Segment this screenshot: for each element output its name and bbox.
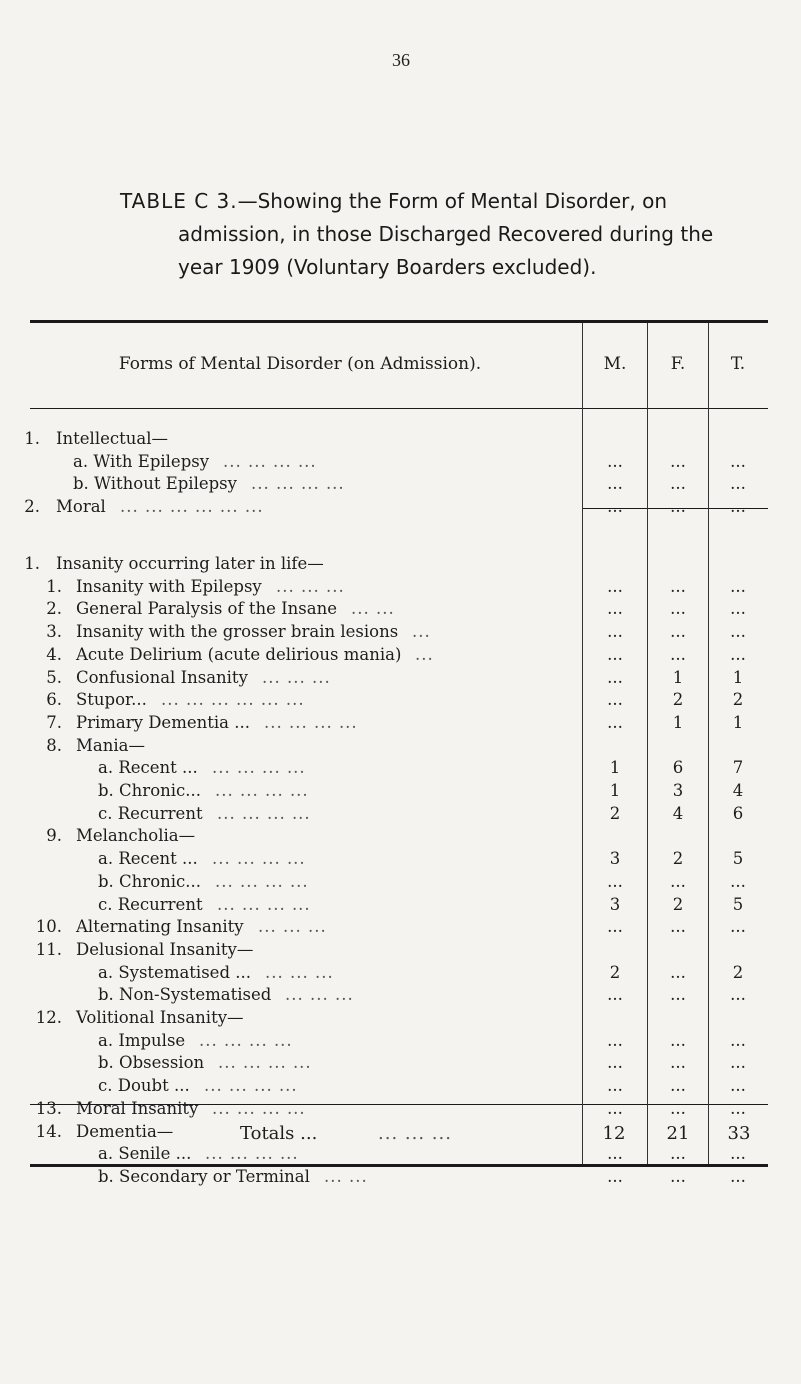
cell-m: 1 — [609, 758, 621, 778]
row-label: Mania— — [76, 735, 145, 755]
row-leader: ... ... ... ... — [217, 894, 311, 914]
cell-f: ... — [670, 871, 686, 891]
cell-t: 4 — [732, 781, 744, 800]
table-row — [0, 825, 801, 847]
row-number: 5. — [46, 667, 62, 687]
row-number: 1. — [46, 576, 62, 596]
cell-f: 2 — [672, 690, 684, 710]
row-leader: ... ... ... ... — [218, 1053, 312, 1073]
table-row — [0, 644, 801, 666]
cell-f: ... — [670, 1144, 686, 1164]
cell-t: 6 — [732, 803, 744, 823]
row-label: c. Doubt ... — [98, 1076, 190, 1096]
cell-m: 3 — [609, 894, 621, 914]
cell-f: 2 — [672, 894, 684, 914]
row-leader: ... — [415, 644, 434, 664]
row-label: b. Obsession — [98, 1053, 205, 1073]
row-number: 14. — [35, 1121, 62, 1141]
cell-t: ... — [730, 496, 746, 516]
totals-t: 33 — [727, 1123, 751, 1144]
cell-f: ... — [670, 1030, 686, 1050]
column-header-t: T. — [730, 354, 746, 374]
row-leader: ... ... ... ... — [212, 849, 306, 869]
cell-m: ... — [607, 1098, 623, 1118]
row-label: a. With Epilepsy — [73, 451, 210, 471]
cell-f: 2 — [672, 849, 684, 869]
cell-t: ... — [730, 871, 746, 891]
cell-f: 6 — [672, 758, 684, 778]
column-header-f: F. — [670, 354, 686, 374]
row-label: Moral — [56, 496, 106, 516]
table-row — [0, 916, 801, 938]
row-label: a. Impulse — [98, 1030, 186, 1050]
row-label: Melancholia— — [76, 826, 196, 846]
row-number: 9. — [46, 826, 62, 846]
row-label: Dementia— — [76, 1121, 174, 1141]
table-caption — [120, 185, 750, 284]
cell-m: ... — [607, 712, 623, 732]
page-number: 36 — [392, 50, 410, 70]
row-label: Intellectual— — [56, 429, 168, 448]
table-row — [0, 984, 801, 1006]
row-number: 2. — [46, 599, 62, 619]
table-row — [0, 598, 801, 620]
caption-line-3: year 1909 (Voluntary Boarders excluded). — [178, 255, 597, 279]
row-label: Primary Dementia ... — [76, 712, 250, 732]
row-leader: ... ... ... ... — [251, 474, 345, 494]
cell-m: ... — [607, 576, 623, 596]
cell-f: 1 — [672, 712, 684, 732]
row-leader: ... ... ... — [276, 576, 345, 596]
row-leader: ... ... ... — [262, 667, 331, 687]
row-label: Confusional Insanity — [76, 667, 248, 687]
row-label: Insanity occurring later in life— — [56, 554, 324, 573]
cell-f: ... — [670, 917, 686, 937]
table-row — [0, 1052, 801, 1074]
table-row — [0, 803, 801, 825]
table-id: TABLE C 3. — [120, 189, 238, 213]
row-number: 3. — [46, 622, 62, 642]
cell-f: ... — [670, 985, 686, 1005]
cell-m: ... — [607, 667, 623, 687]
row-number: 1. — [24, 554, 40, 573]
row-label: General Paralysis of the Insane — [76, 599, 337, 619]
cell-m: 2 — [609, 962, 621, 982]
cell-f: ... — [670, 1053, 686, 1073]
cell-t: ... — [730, 622, 746, 642]
cell-t: 1 — [732, 667, 744, 687]
cell-m: ... — [607, 451, 623, 471]
row-leader: ... ... ... ... — [223, 451, 317, 471]
cell-f: ... — [670, 1098, 686, 1118]
cell-f: ... — [670, 622, 686, 642]
cell-m: ... — [607, 1144, 623, 1164]
table-row — [0, 667, 801, 689]
row-leader: ... ... — [324, 1166, 368, 1186]
row-leader: ... ... ... ... — [215, 781, 309, 800]
row-label: a. Senile ... — [98, 1144, 192, 1164]
cell-f: ... — [670, 1076, 686, 1096]
cell-t: ... — [730, 599, 746, 619]
header-bottom-rule — [30, 408, 768, 409]
row-number: 12. — [35, 1008, 62, 1027]
row-label: c. Recurrent — [98, 803, 203, 823]
cell-t: ... — [730, 1098, 746, 1118]
row-label: b. Secondary or Terminal — [98, 1166, 310, 1186]
cell-t: 1 — [732, 712, 744, 732]
table-row — [0, 848, 801, 870]
row-leader: ... — [412, 622, 431, 642]
row-label: a. Recent ... — [98, 849, 198, 869]
table-row — [0, 757, 801, 779]
row-leader: ... ... ... ... — [264, 712, 358, 732]
row-leader: ... ... ... ... — [217, 803, 311, 823]
cell-t: ... — [730, 451, 746, 471]
row-label: a. Recent ... — [98, 758, 198, 778]
table-row — [0, 428, 801, 450]
cell-m: ... — [607, 496, 623, 516]
cell-f: ... — [670, 496, 686, 516]
table-row — [0, 1098, 801, 1120]
cell-m: ... — [607, 1076, 623, 1096]
row-number: 2. — [24, 496, 40, 516]
cell-m: ... — [607, 690, 623, 710]
cell-t: 2 — [732, 962, 744, 982]
row-leader: ... ... ... ... — [205, 1144, 299, 1164]
cell-f: ... — [670, 576, 686, 596]
table-row — [0, 496, 801, 518]
row-label: c. Recurrent — [98, 894, 203, 914]
cell-f: ... — [670, 599, 686, 619]
table-row — [0, 894, 801, 916]
cell-m: ... — [607, 474, 623, 494]
cell-t: ... — [730, 1076, 746, 1096]
row-label: b. Chronic... — [98, 781, 202, 800]
row-leader: ... ... ... ... — [212, 1098, 306, 1118]
row-leader: ... ... ... ... — [212, 758, 306, 778]
cell-m: ... — [607, 644, 623, 664]
cell-f: ... — [670, 474, 686, 494]
table-row — [0, 962, 801, 984]
cell-f: ... — [670, 962, 686, 982]
cell-f: 1 — [672, 667, 684, 687]
cell-m: ... — [607, 1030, 623, 1050]
row-label: Acute Delirium (acute delirious mania) — [76, 644, 402, 664]
table-top-rule — [30, 320, 768, 323]
table-row — [0, 780, 801, 802]
row-leader: ... ... ... ... ... ... — [161, 690, 305, 710]
cell-m: ... — [607, 871, 623, 891]
row-number: 10. — [35, 917, 62, 937]
cell-t: 5 — [732, 849, 744, 869]
row-label: a. Systematised ... — [98, 962, 251, 982]
cell-t: 7 — [732, 758, 744, 778]
row-number: 7. — [46, 712, 62, 732]
caption-line-1: —Showing the Form of Mental Disorder, on — [237, 189, 667, 213]
row-leader: ... ... ... ... ... ... — [120, 496, 264, 516]
table-row — [0, 1166, 801, 1188]
row-label: Insanity with Epilepsy — [76, 576, 262, 596]
cell-t: ... — [730, 1166, 746, 1186]
table-row — [0, 1075, 801, 1097]
table-row — [0, 1007, 801, 1029]
row-leader: ... ... ... ... — [215, 871, 309, 891]
cell-t: 5 — [732, 894, 744, 914]
cell-m: ... — [607, 917, 623, 937]
totals-label: Totals ... — [240, 1123, 318, 1144]
row-leader: ... ... ... — [285, 985, 354, 1005]
cell-m: ... — [607, 599, 623, 619]
cell-m: 3 — [609, 849, 621, 869]
row-label: Volitional Insanity— — [76, 1008, 244, 1027]
cell-t: 2 — [732, 690, 744, 710]
cell-m: ... — [607, 622, 623, 642]
row-number: 8. — [46, 735, 62, 755]
row-number: 6. — [46, 690, 62, 710]
table-row — [0, 621, 801, 643]
row-label: Delusional Insanity— — [76, 939, 254, 959]
row-number: 4. — [46, 644, 62, 664]
table-row — [0, 1143, 801, 1165]
cell-m: ... — [607, 1053, 623, 1073]
row-number: 1. — [24, 429, 40, 448]
row-label: b. Non-Systematised — [98, 985, 272, 1005]
row-label: Alternating Insanity — [76, 917, 244, 937]
table-row — [0, 735, 801, 757]
table-row — [0, 1030, 801, 1052]
totals-leader: ... ... ... — [378, 1123, 452, 1144]
caption-line-2: admission, in those Discharged Recovered during the — [178, 222, 714, 246]
table-row — [0, 939, 801, 961]
table-row — [0, 473, 801, 495]
cell-t: ... — [730, 985, 746, 1005]
row-number: 11. — [35, 939, 62, 959]
row-label: b. Chronic... — [98, 871, 202, 891]
cell-t: ... — [730, 644, 746, 664]
cell-t: ... — [730, 474, 746, 494]
cell-f: 3 — [672, 781, 684, 800]
cell-f: ... — [670, 451, 686, 471]
cell-t: ... — [730, 1144, 746, 1164]
row-leader: ... ... ... — [258, 917, 327, 937]
cell-m: ... — [607, 985, 623, 1005]
row-leader: ... ... — [351, 599, 395, 619]
row-leader: ... ... ... ... — [199, 1030, 293, 1050]
totals-row — [0, 1123, 801, 1145]
cell-f: 4 — [672, 803, 684, 823]
cell-f: ... — [670, 644, 686, 664]
cell-t: ... — [730, 1030, 746, 1050]
row-leader: ... ... ... ... — [204, 1076, 298, 1096]
cell-m: 2 — [609, 803, 621, 823]
table-row — [0, 689, 801, 711]
row-label: Insanity with the grosser brain lesions — [76, 622, 399, 642]
totals-f: 21 — [666, 1123, 690, 1144]
column-header-m: M. — [603, 354, 627, 374]
column-header-form: Forms of Mental Disorder (on Admission). — [118, 354, 482, 374]
cell-t: ... — [730, 917, 746, 937]
table-row — [0, 871, 801, 893]
table-row — [0, 553, 801, 575]
cell-f: ... — [670, 1166, 686, 1186]
cell-m: 1 — [609, 781, 621, 800]
row-number: 13. — [35, 1098, 62, 1118]
row-label: b. Without Epilepsy — [73, 474, 237, 494]
cell-m: ... — [607, 1166, 623, 1186]
totals-m: 12 — [602, 1123, 626, 1144]
cell-t: ... — [730, 1053, 746, 1073]
table-row — [0, 576, 801, 598]
cell-t: ... — [730, 576, 746, 596]
table-row — [0, 451, 801, 473]
row-label: Moral Insanity — [76, 1098, 199, 1118]
table-row — [0, 712, 801, 734]
row-leader: ... ... ... — [265, 962, 334, 982]
row-label: Stupor... — [76, 690, 147, 710]
